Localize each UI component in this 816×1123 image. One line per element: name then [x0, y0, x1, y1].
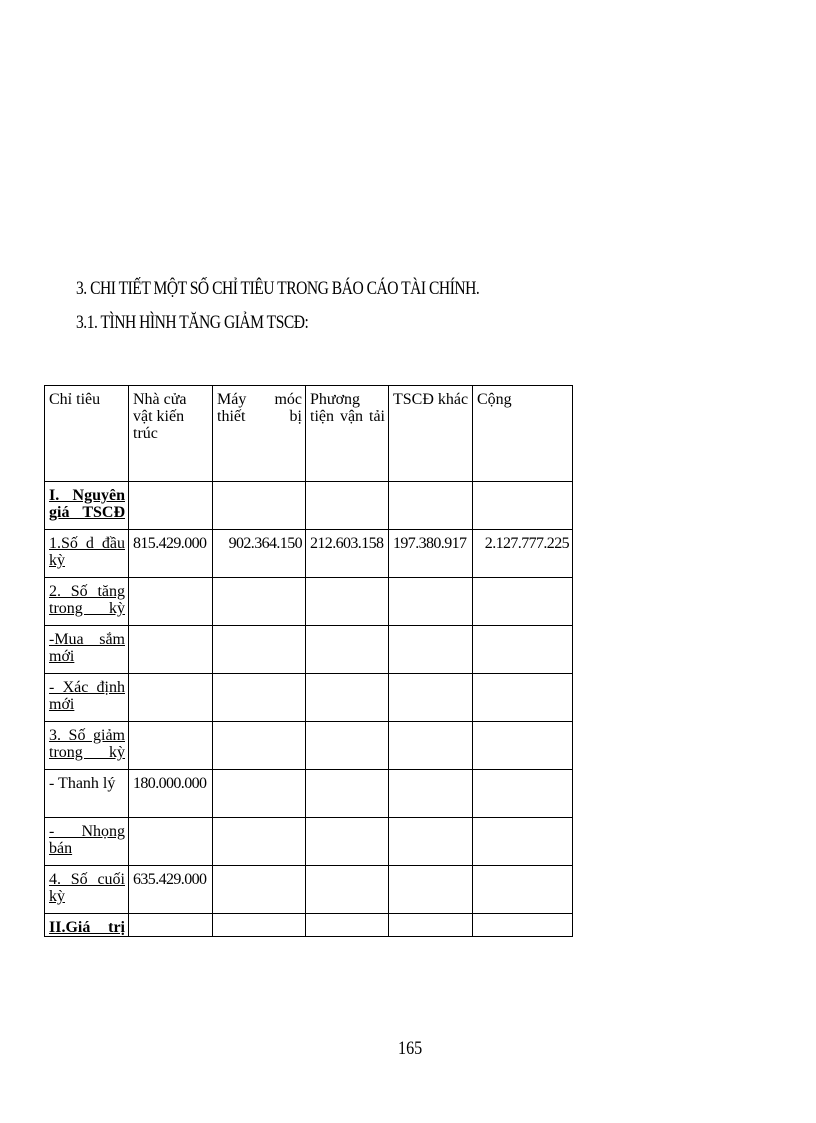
value-cell — [306, 578, 389, 626]
value-cell — [213, 914, 306, 937]
fixed-assets-table — [44, 385, 573, 937]
table-row — [45, 578, 573, 626]
value-cell — [213, 674, 306, 722]
value-cell — [473, 482, 573, 530]
value-cell — [213, 722, 306, 770]
row-label: - Thanh lý — [45, 770, 129, 818]
value-cell — [213, 482, 306, 530]
table-row — [45, 626, 573, 674]
table-row — [45, 914, 573, 937]
value-cell — [473, 914, 573, 937]
table-row — [45, 818, 573, 866]
value-cell — [129, 674, 213, 722]
table-header-row — [45, 386, 573, 482]
value-cell — [473, 866, 573, 914]
value-cell — [213, 866, 306, 914]
header-cell: TSCĐ khác — [389, 386, 473, 482]
value-cell — [306, 482, 389, 530]
value-cell — [129, 626, 213, 674]
header-cell: Cộng — [473, 386, 573, 482]
table-row — [45, 722, 573, 770]
value-cell — [306, 770, 389, 818]
value-cell — [213, 770, 306, 818]
table-row — [45, 770, 573, 818]
subsection-heading: 3.1. TÌNH HÌNH TĂNG GIẢM TSCĐ: — [76, 312, 309, 333]
row-label: - Xác định mới — [45, 674, 129, 722]
value-cell — [473, 674, 573, 722]
value-cell — [473, 578, 573, 626]
row-label: -Mua sắm mới — [45, 626, 129, 674]
row-label: - Nhọng bán — [45, 818, 129, 866]
value-cell: 815.429.000 — [129, 530, 213, 578]
value-cell — [389, 722, 473, 770]
page-number: 165 — [398, 1038, 423, 1059]
row-label: 4. Số cuối kỳ — [45, 866, 129, 914]
table-row — [45, 866, 573, 914]
row-label: 3. Số giảm trong kỳ — [45, 722, 129, 770]
value-cell — [389, 578, 473, 626]
table-row — [45, 674, 573, 722]
value-cell — [129, 482, 213, 530]
header-cell: Chỉ tiêu — [45, 386, 129, 482]
value-cell — [473, 818, 573, 866]
value-cell — [389, 482, 473, 530]
value-cell: 635.429.000 — [129, 866, 213, 914]
header-cell: Phương tiện vận tải — [306, 386, 389, 482]
row-label: 2. Số tăng trong kỳ — [45, 578, 129, 626]
value-cell — [306, 722, 389, 770]
value-cell — [389, 626, 473, 674]
value-cell — [306, 674, 389, 722]
value-cell: 197.380.917 — [389, 530, 473, 578]
value-cell: 180.000.000 — [129, 770, 213, 818]
value-cell — [129, 722, 213, 770]
value-cell — [473, 770, 573, 818]
table-row — [45, 530, 573, 578]
value-cell — [389, 914, 473, 937]
value-cell — [389, 818, 473, 866]
header-cell: Nhà cửa vật kiến trúc — [129, 386, 213, 482]
value-cell — [473, 722, 573, 770]
value-cell: 2.127.777.225 — [473, 530, 573, 578]
header-cell: Máy móc thiết bị — [213, 386, 306, 482]
value-cell — [213, 818, 306, 866]
row-label: II.Giá trị — [45, 914, 129, 937]
value-cell — [389, 866, 473, 914]
row-label: 1.Số d đầu kỳ — [45, 530, 129, 578]
value-cell — [213, 578, 306, 626]
value-cell — [306, 626, 389, 674]
value-cell — [213, 626, 306, 674]
value-cell — [129, 578, 213, 626]
value-cell — [306, 818, 389, 866]
value-cell — [129, 914, 213, 937]
value-cell — [306, 914, 389, 937]
value-cell — [389, 674, 473, 722]
table-row — [45, 482, 573, 530]
section-heading: 3. CHI TIẾT MỘT SỐ CHỈ TIÊU TRONG BÁO CÁO TÀI CHÍNH. — [76, 278, 480, 299]
row-label: I. Nguyên giá TSCĐ — [45, 482, 129, 530]
value-cell: 212.603.158 — [306, 530, 389, 578]
value-cell — [129, 818, 213, 866]
value-cell — [306, 866, 389, 914]
value-cell — [473, 626, 573, 674]
value-cell — [389, 770, 473, 818]
value-cell: 902.364.150 — [213, 530, 306, 578]
